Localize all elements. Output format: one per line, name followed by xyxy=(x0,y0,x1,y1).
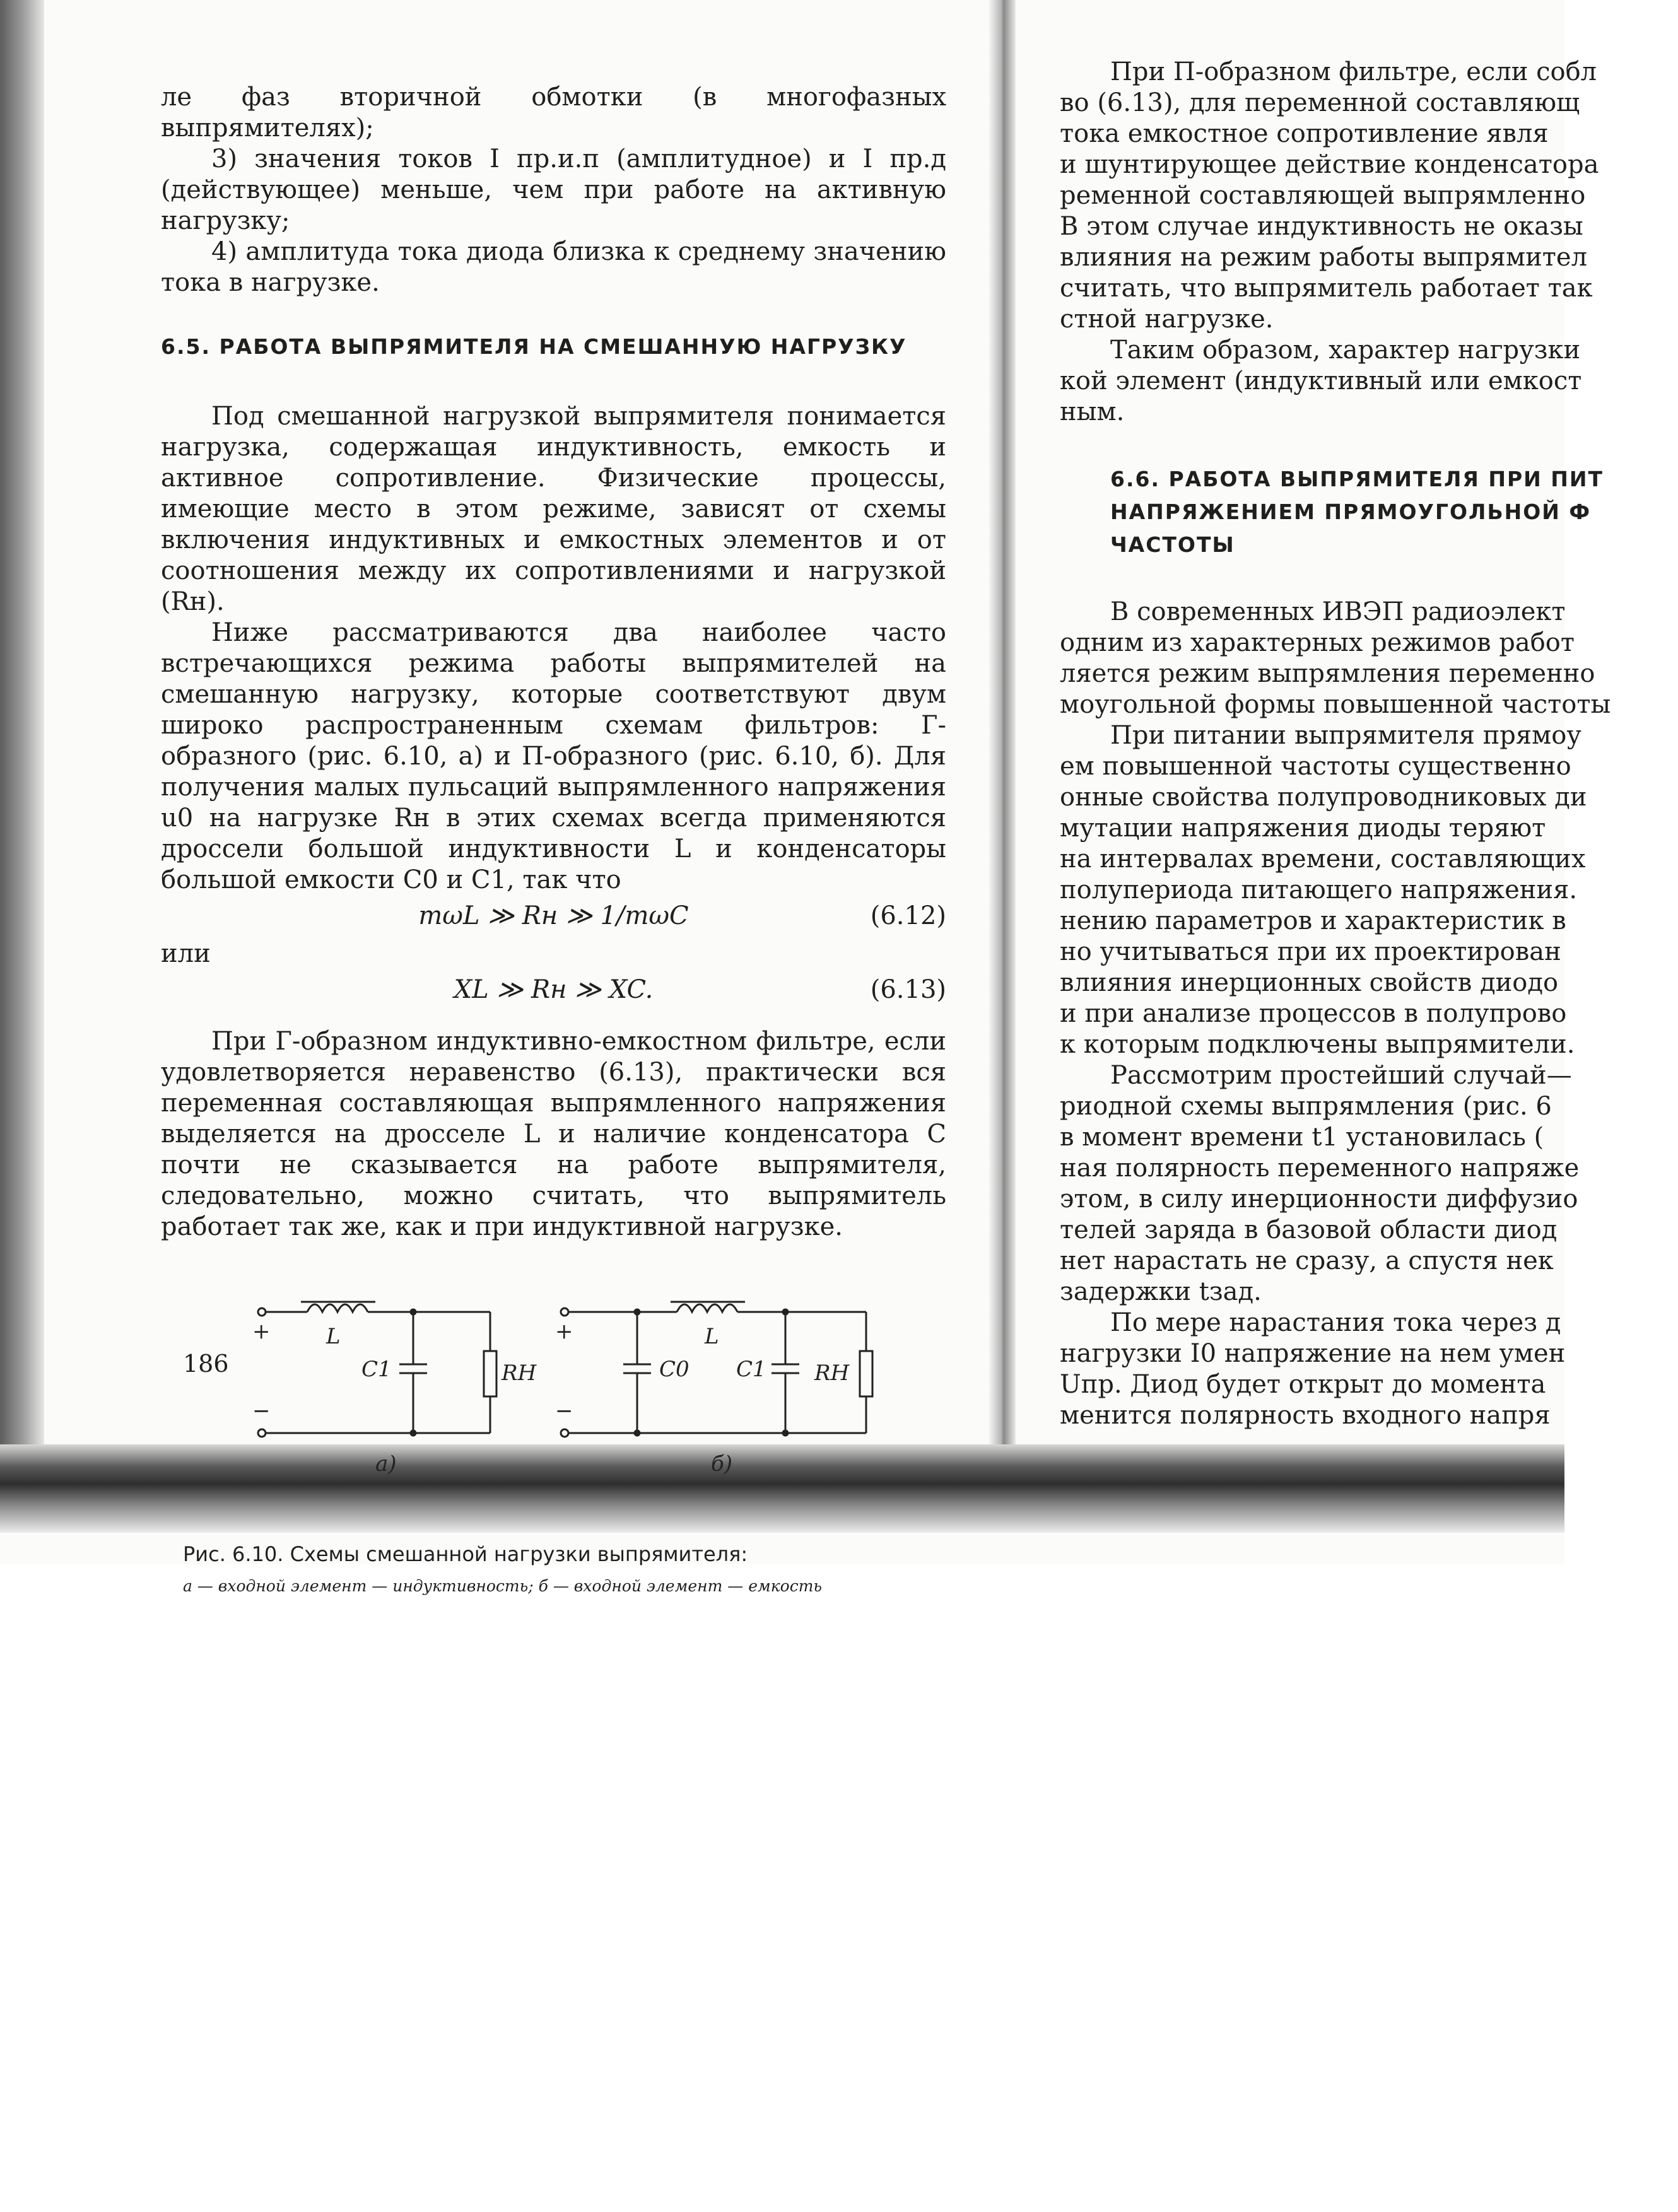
right-line: и шунтирующее действие конденсатора xyxy=(1060,150,1599,179)
left-para-2: Ниже рассматриваются два наиболее часто встречающихся режима работы выпрямителей на смешанную нагрузку, которые соответствуют двум широко распространенным схемам фильтров: Г-образного (рис. 6.10, а) и П-образного (рис. 6.10, б). Для получения малых пульсаций выпрямленного напряжения u0 на нагрузке Rн в этих схемах всегда применяются дроссели большой индуктивности L и конденсаторы большой емкости C0 и C1, так что xyxy=(161,618,946,894)
right-line: ременной составляющей выпрямленно xyxy=(1060,181,1586,210)
figure-6-10 xyxy=(161,1293,946,1595)
right-line: мутации напряжения диоды теряют xyxy=(1060,814,1546,843)
figure-caption: Рис. 6.10. Схемы смешанной нагрузки выпрямителя: xyxy=(183,1542,748,1566)
plus-terminal-a: + xyxy=(252,1319,271,1344)
right-para-1 xyxy=(1060,57,1599,335)
right-line: При питании выпрямителя прямоу xyxy=(1110,721,1581,750)
right-line: ным. xyxy=(1060,397,1125,426)
right-line: в момент времени t1 установилась ( xyxy=(1060,1123,1544,1152)
right-line: ем повышенной частоты существенно xyxy=(1060,752,1571,781)
capacitor-c0-label-b: C0 xyxy=(659,1357,689,1382)
right-line: влияния инерционных свойств диодо xyxy=(1060,968,1559,997)
figure-caption-legend: а — входной элемент — индуктивность; б — входной элемент — емкость xyxy=(183,1577,823,1595)
left-page xyxy=(161,82,946,1595)
right-line: менится полярность входного напря xyxy=(1060,1401,1551,1430)
right-line: нет нарастать не сразу, а спустя нек xyxy=(1060,1246,1554,1275)
right-line: влияния на режим работы выпрямител xyxy=(1060,243,1588,272)
right-line: моугольной формы повышенной частоты xyxy=(1060,690,1611,719)
right-line: нению параметров и характеристик в xyxy=(1060,906,1566,935)
right-line: во (6.13), для переменной составляющ xyxy=(1060,88,1580,117)
right-page xyxy=(1060,57,1611,1431)
heading-line: ЧАСТОТЫ xyxy=(1110,532,1235,557)
right-line: стной нагрузке. xyxy=(1060,305,1274,334)
subfigure-label-b: б) xyxy=(711,1451,733,1477)
formula-6-13-number: (6.13) xyxy=(870,975,946,1004)
plus-terminal-b: + xyxy=(555,1319,573,1344)
section-heading-6-6 xyxy=(1110,463,1678,561)
formula-6-13 xyxy=(161,974,946,1007)
right-line: тока емкостное сопротивление явля xyxy=(1060,119,1549,148)
right-line: онные свойства полупроводниковых ди xyxy=(1060,783,1587,812)
left-list-item-3: 3) значения токов I пр.и.п (амплитудное) и I пр.д (действующее) меньше, чем при работе на активную нагрузку; xyxy=(161,144,946,235)
circuit-b xyxy=(555,1302,872,1477)
right-para-4 xyxy=(1060,720,1587,1060)
right-line: Таким образом, характер нагрузки xyxy=(1110,336,1581,365)
right-line: этом, в силу инерционности диффузио xyxy=(1060,1185,1578,1214)
left-list-item-4: 4) амплитуда тока диода близка к среднему значению тока в нагрузке. xyxy=(161,237,946,297)
right-line: кой элемент (индуктивный или емкост xyxy=(1060,366,1582,395)
right-para-2 xyxy=(1060,335,1582,428)
right-para-5 xyxy=(1060,1060,1580,1308)
right-line: считать, что выпрямитель работает так xyxy=(1060,274,1593,303)
minus-terminal-b: − xyxy=(555,1398,573,1424)
right-line: Рассмотрим простейший случай— xyxy=(1110,1061,1572,1090)
inductor-label-b: L xyxy=(705,1324,719,1349)
right-line: При П-образном фильтре, если собл xyxy=(1110,57,1597,86)
resistor-label-b: RН xyxy=(814,1361,850,1386)
right-para-6 xyxy=(1060,1308,1577,1431)
capacitor-label-a: C1 xyxy=(361,1357,392,1382)
right-line: В современных ИВЭП радиоэлект xyxy=(1110,597,1566,626)
right-line: Uпр. Диод будет открыт до момента xyxy=(1060,1370,1546,1399)
page-number: 186 xyxy=(183,1350,229,1378)
left-para-1: Под смешанной нагрузкой выпрямителя понимается нагрузка, содержащая индуктивность, емкость и активное сопротивление. Физические процессы, имеющие место в этом режиме, зависят от схемы включения индуктивных и емкостных элементов и от соотношения между их сопротивлениями и нагрузкой (Rн). xyxy=(161,402,946,616)
heading-line: 6.6. РАБОТА ВЫПРЯМИТЕЛЯ ПРИ ПИТ xyxy=(1110,467,1604,491)
right-line: телей заряда в базовой области диод xyxy=(1060,1215,1558,1244)
section-heading-6-5: 6.5. РАБОТА ВЫПРЯМИТЕЛЯ НА СМЕШАННУЮ НАГРУЗКУ xyxy=(161,334,907,359)
or-word: или xyxy=(161,939,211,968)
formula-6-13-text: XL ≫ Rн ≫ XC. xyxy=(454,975,654,1004)
minus-terminal-a: − xyxy=(252,1398,271,1424)
left-page-edge xyxy=(0,0,44,1457)
formula-6-12-text: mωL ≫ Rн ≫ 1/mωC xyxy=(418,901,689,930)
right-line: В этом случае индуктивность не оказы xyxy=(1060,212,1583,241)
subfigure-label-a: а) xyxy=(375,1451,397,1477)
right-line: одним из характерных режимов работ xyxy=(1060,628,1575,657)
right-line: нагрузки I0 напряжение на нем умен xyxy=(1060,1339,1566,1368)
right-line: но учитываться при их проектирован xyxy=(1060,937,1561,966)
inductor-label-a: L xyxy=(326,1324,341,1349)
heading-line: НАПРЯЖЕНИЕМ ПРЯМОУГОЛЬНОЙ Ф xyxy=(1110,500,1592,524)
capacitor-c1-label-b: C1 xyxy=(736,1357,766,1382)
right-line: к которым подключены выпрямители. xyxy=(1060,1030,1575,1059)
circuit-a xyxy=(252,1302,537,1477)
formula-6-12-number: (6.12) xyxy=(870,901,946,930)
right-line: и при анализе процессов в полупрово xyxy=(1060,999,1567,1028)
circuit-diagrams xyxy=(161,1293,946,1533)
right-line: полупериода питающего напряжения. xyxy=(1060,875,1578,904)
formula-6-12 xyxy=(161,901,946,933)
resistor-label-a: RН xyxy=(502,1361,537,1386)
right-line: По мере нарастания тока через д xyxy=(1110,1308,1561,1337)
right-line: ляется режим выпрямления переменно xyxy=(1060,659,1595,688)
right-line: ная полярность переменного напряже xyxy=(1060,1154,1580,1183)
right-line: риодной схемы выпрямления (рис. 6 xyxy=(1060,1092,1552,1121)
right-line: задержки tзад. xyxy=(1060,1277,1262,1306)
book-spine xyxy=(989,0,1016,1470)
right-line: на интервалах времени, составляющих xyxy=(1060,845,1586,874)
left-line-1: ле фаз вторичной обмотки (в многофазных выпрямителях); xyxy=(161,83,946,143)
right-para-3 xyxy=(1060,597,1611,720)
left-para-3: При Г-образном индуктивно-емкостном фильтре, если удовлетворяется неравенство (6.13), практически вся переменная составляющая выпрямленного напряжения выделяется на дросселе L и наличие конденсатора C почти не сказывается на работе выпрямителя, следовательно, можно считать, что выпрямитель работает так же, как и при индуктивной нагрузке. xyxy=(161,1027,946,1241)
